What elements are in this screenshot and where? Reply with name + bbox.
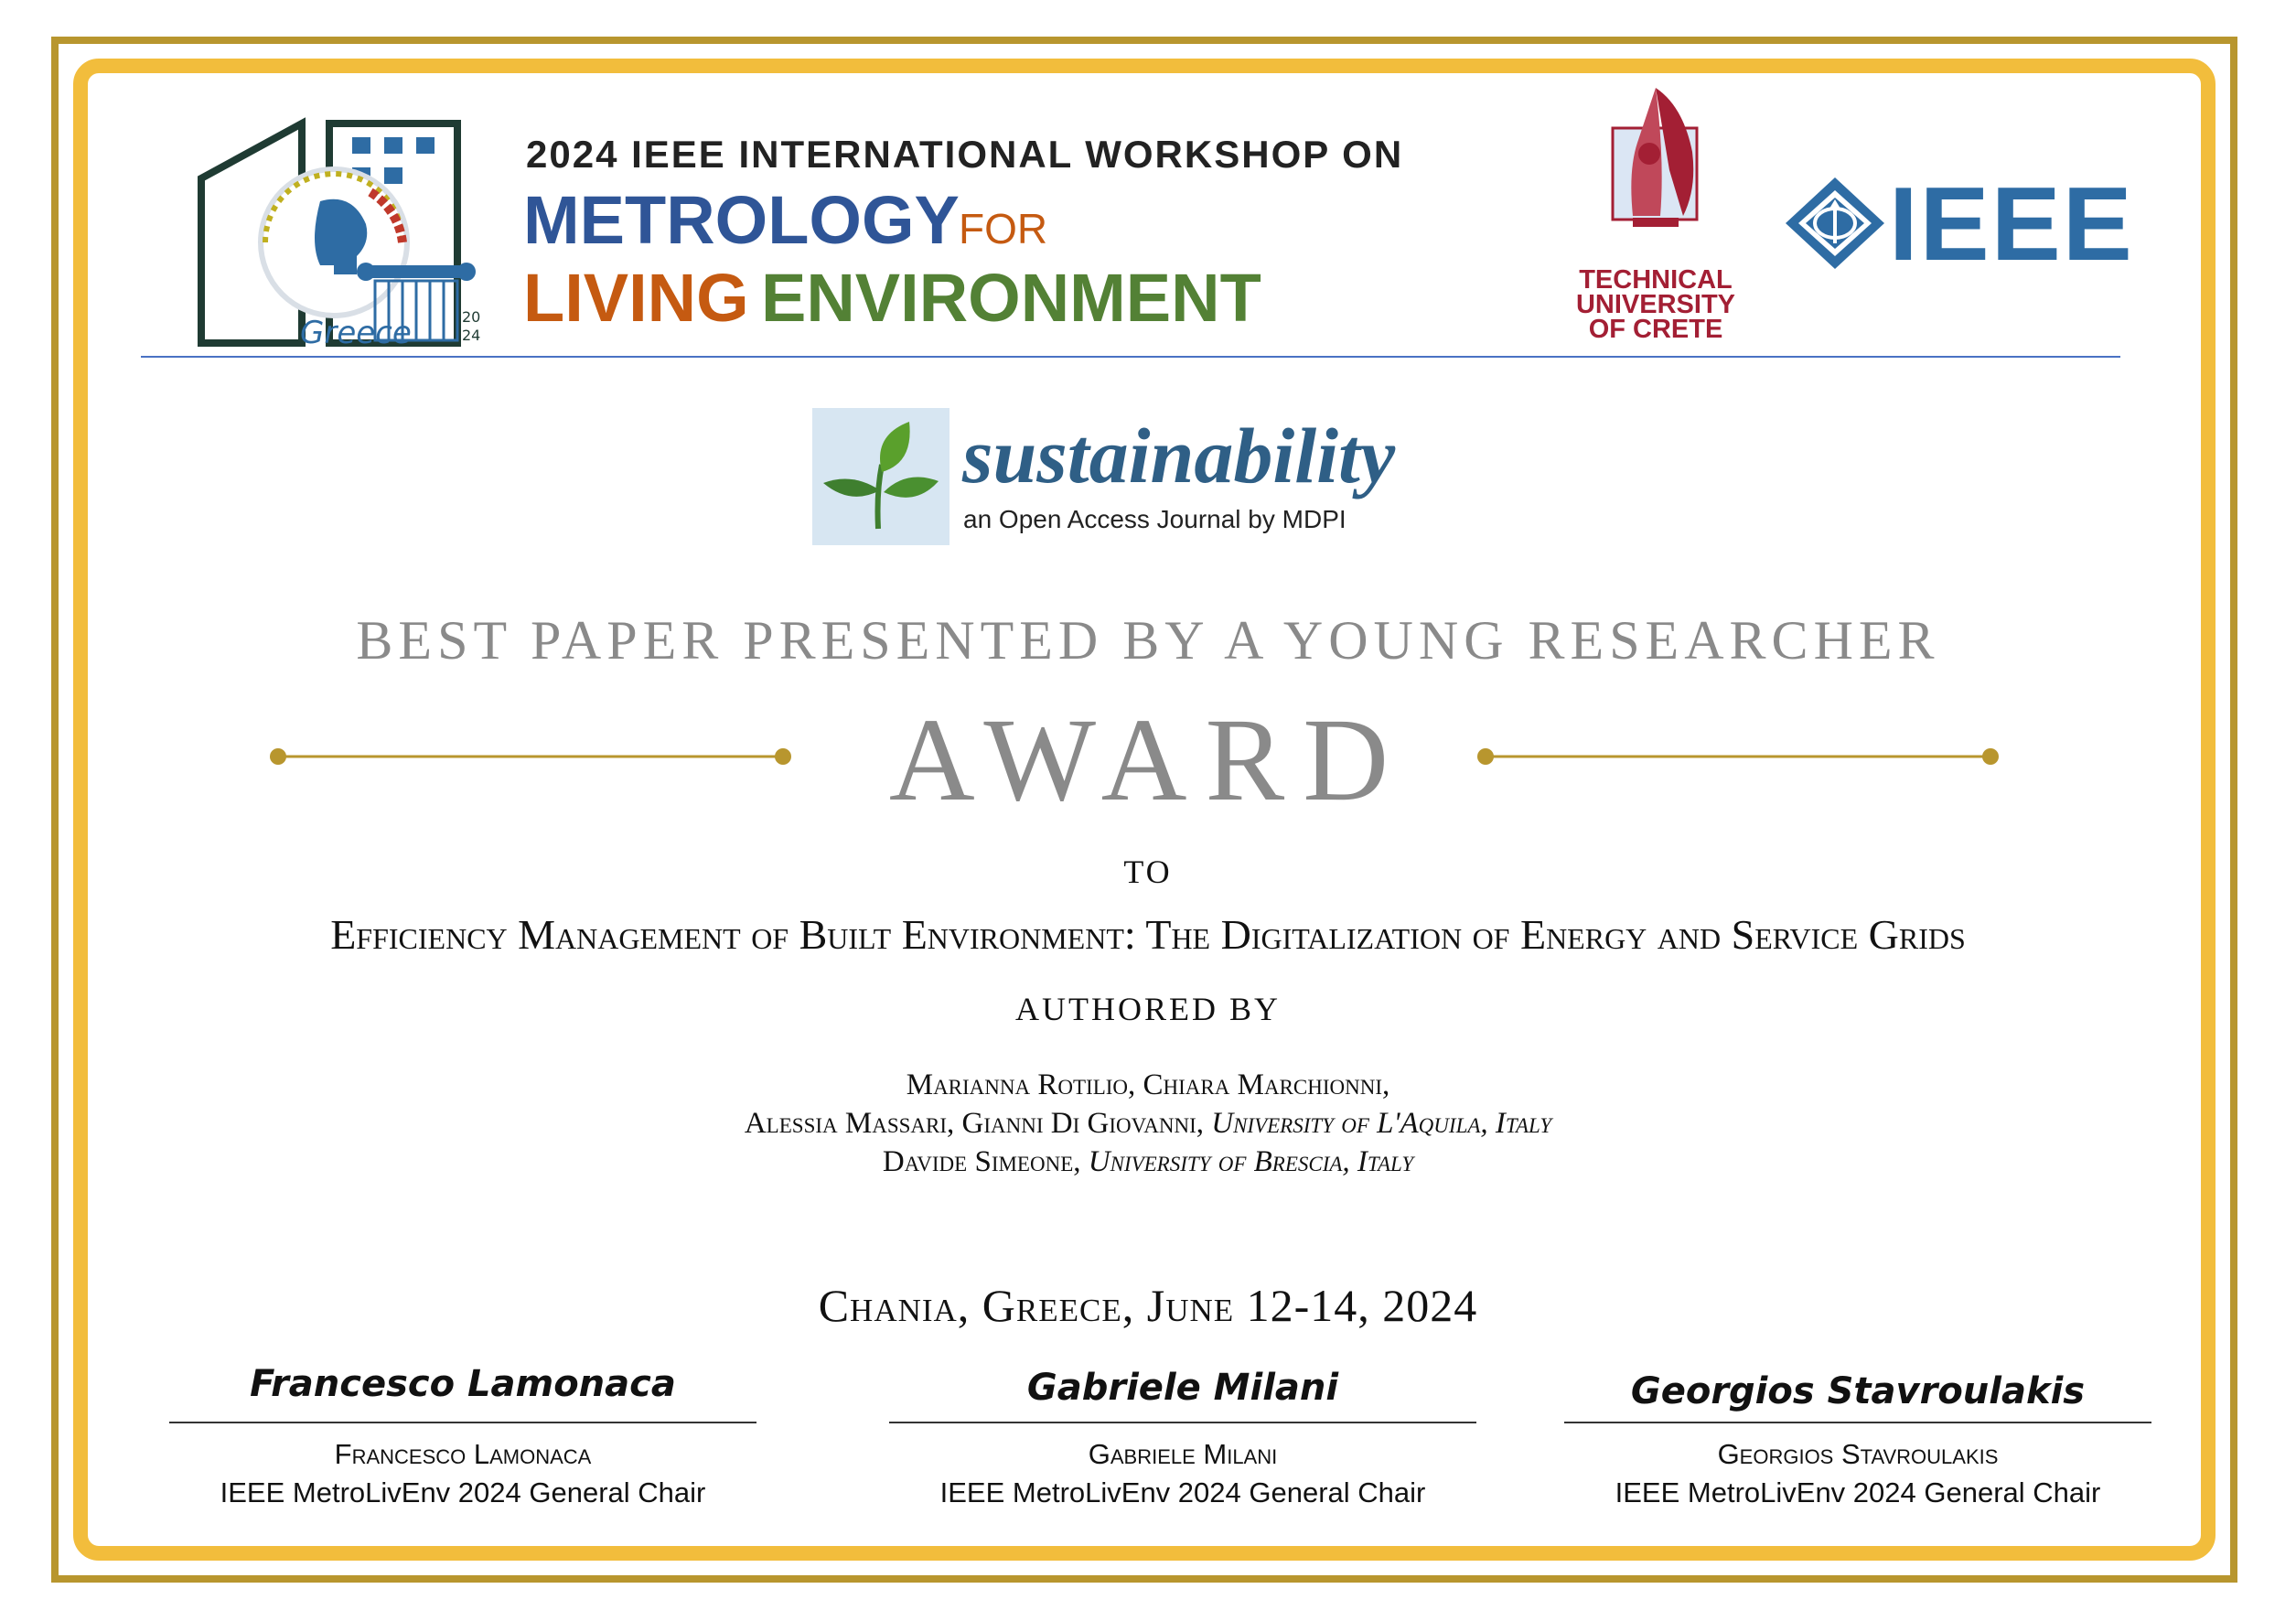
sustainability-leaf-icon — [812, 408, 950, 545]
affiliation-laquila: University of L'Aquila, Italy — [1211, 1107, 1552, 1140]
authors-names-1: Marianna Rotilio, Chiara Marchionni, — [906, 1068, 1390, 1101]
workshop-line: 2024 IEEE INTERNATIONAL WORKSHOP ON — [526, 133, 1404, 176]
award-right-ornament — [1473, 743, 2003, 770]
signature-1: Francesco Lamonaca — [250, 1363, 676, 1405]
ieee-logo-text: IEEE — [1889, 166, 2134, 283]
signatory-name-3: Georgios Stavroulakis — [1717, 1438, 1999, 1470]
paper-title: Efficiency Management of Built Environment: The Digitalization of Energy and Service Grids — [330, 911, 1966, 958]
signature-3: Georgios Stavroulakis — [1630, 1370, 2086, 1412]
affiliation-brescia: University of Brescia, Italy — [1088, 1145, 1414, 1178]
signatory-role-3: IEEE MetroLivEnv 2024 General Chair — [1615, 1476, 2101, 1508]
metrolivenv-logo — [192, 114, 494, 352]
award-subtitle: BEST PAPER PRESENTED BY A YOUNG RESEARCHER — [356, 610, 1940, 671]
metrology-word: METROLOGY — [523, 182, 960, 258]
signature-line-2 — [889, 1422, 1476, 1423]
living-word: LIVING — [523, 260, 749, 336]
logo-greece-text: Greece — [300, 315, 412, 351]
signature-block-3 — [1564, 1370, 2151, 1509]
signature-block-2 — [889, 1367, 1476, 1509]
award-title: AWARD — [888, 694, 1408, 826]
authors-line-2 — [0, 1107, 2296, 1141]
signatory-role-1: IEEE MetroLivEnv 2024 General Chair — [220, 1476, 706, 1508]
authors-names-3: Davide Simeone, — [882, 1145, 1081, 1178]
for-word: FOR — [959, 205, 1048, 252]
signatory-role-2: IEEE MetroLivEnv 2024 General Chair — [939, 1476, 1426, 1508]
tuc-line3: OF CRETE — [1588, 315, 1723, 344]
journal-tagline: an Open Access Journal by MDPI — [963, 505, 1346, 533]
award-to: TO — [1123, 853, 1173, 890]
signature-block-1 — [169, 1363, 756, 1509]
header-divider — [141, 356, 2120, 358]
signature-line-3 — [1564, 1422, 2151, 1423]
signature-line-1 — [169, 1422, 756, 1423]
tuc-name — [1555, 265, 1756, 344]
signatory-name-1: Francesco Lamonaca — [334, 1438, 592, 1470]
location-date: Chania, Greece, June 12-14, 2024 — [818, 1280, 1478, 1331]
authors-line-3 — [0, 1145, 2296, 1179]
environment-word: ENVIRONMENT — [761, 260, 1261, 336]
authored-by-label: AUTHORED BY — [1015, 991, 1281, 1027]
logo-year-top: 20 — [462, 308, 481, 326]
signatory-name-2: Gabriele Milani — [1088, 1438, 1278, 1470]
logo-year-bottom: 24 — [462, 327, 481, 344]
tuc-line1: TECHNICAL — [1579, 265, 1733, 295]
ieee-diamond-icon — [1784, 176, 1886, 271]
journal-name: sustainability — [962, 412, 1396, 499]
award-left-ornament — [265, 743, 796, 770]
authors-names-2: Alessia Massari, Gianni Di Giovanni, — [744, 1107, 1204, 1140]
signature-2: Gabriele Milani — [1026, 1367, 1339, 1409]
tuc-emblem — [1605, 81, 1706, 263]
tuc-line2: UNIVERSITY — [1575, 290, 1736, 319]
authors-line-1 — [0, 1068, 2296, 1102]
